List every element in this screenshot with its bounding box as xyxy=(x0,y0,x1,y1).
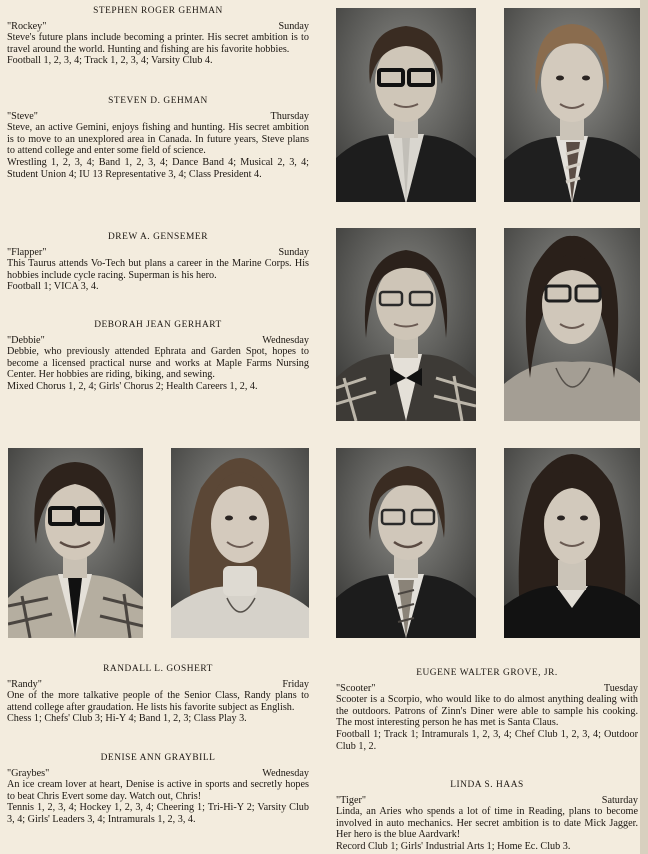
student-activities: Chess 1; Chefs' Club 3; Hi-Y 4; Band 1, 2, 3; Class Play 3. xyxy=(7,713,247,725)
portrait-photo-stephen-gehman xyxy=(336,8,476,202)
portrait-photo-deborah-gerhart xyxy=(504,228,641,421)
portrait-photo-drew-gensemer xyxy=(336,228,476,421)
nickname: "Debbie" xyxy=(7,334,45,346)
portrait-photo-linda-haas xyxy=(504,448,641,638)
senior-entry-stephen-gehman xyxy=(7,6,309,67)
birth-day: Thursday xyxy=(270,110,309,122)
student-activities: Football 1; VICA 3, 4. xyxy=(7,281,99,293)
student-bio: Scooter is a Scorpio, who would like to do almost anything dealing with the outdoors. Patrons of Zinn's Diner were able to sample his cooking. The most interesting person he has met is Santa Claus. xyxy=(336,694,638,729)
nickname: "Graybes" xyxy=(7,767,50,779)
portrait-photo-randall-goshert xyxy=(8,448,143,638)
student-activities: Football 1; Track 1; Intramurals 1, 2, 3, 4; Chef Club 1, 2, 3, 4; Outdoor Club 1, 2. xyxy=(336,728,638,752)
student-bio: Debbie, who previously attended Ephrata and Garden Spot, hopes to become a licensed practical nurse and works at Maple Farms Nursing Center. Her hobbies are riding, biking, and sewing. xyxy=(7,346,309,381)
student-activities: Tennis 1, 2, 3, 4; Hockey 1, 2, 3, 4; Cheering 1; Tri-Hi-Y 2; Varsity Club 3, 4; Girls' Leaders 3, 4; Intramurals 1, 2, 3, 4. xyxy=(7,802,309,825)
student-activities: Record Club 1; Girls' Industrial Arts 1; Home Ec. Club 3. xyxy=(336,840,571,852)
student-name: STEPHEN ROGER GEHMAN xyxy=(93,6,223,16)
birth-day: Tuesday xyxy=(603,682,638,694)
nickname: "Tiger" xyxy=(336,794,367,806)
birth-day: Sunday xyxy=(278,20,309,32)
student-activities: Mixed Chorus 1, 2, 4; Girls' Chorus 2; Health Careers 1, 2, 4. xyxy=(7,380,258,392)
page-binding-edge xyxy=(640,0,648,854)
student-bio: This Taurus attends Vo-Tech but plans a career in the Marine Corps. His hobbies include cycle racing. Superman is his hero. xyxy=(7,258,309,281)
birth-day: Wednesday xyxy=(262,767,309,779)
nickname: "Flapper" xyxy=(7,246,47,258)
senior-entry-drew-gensemer xyxy=(7,232,309,293)
student-name: STEVEN D. GEHMAN xyxy=(108,96,208,106)
portrait-photo-eugene-grove xyxy=(336,448,476,638)
student-bio: One of the more talkative people of the Senior Class, Randy plans to attend college after graudation. He lists his favorite subject as English. xyxy=(7,690,309,713)
student-name: DEBORAH JEAN GERHART xyxy=(94,320,222,330)
portrait-photo-denise-graybill xyxy=(171,448,309,638)
student-bio: Steve, an active Gemini, enjoys fishing and hunting. His secret ambition is to move to an unexplored area in Canada. In future years, Steve plans to attend college and enter some field of science. xyxy=(7,122,309,157)
nickname: "Scooter" xyxy=(336,682,376,694)
nickname: "Randy" xyxy=(7,678,42,690)
student-name: DREW A. GENSEMER xyxy=(107,232,209,242)
nickname: "Steve" xyxy=(7,110,38,122)
senior-entry-randall-goshert xyxy=(7,664,309,725)
senior-entry-deborah-gerhart xyxy=(7,320,309,393)
portrait-photo-steven-gehman xyxy=(504,8,641,202)
student-activities: Wrestling 1, 2, 3, 4; Band 1, 2, 3, 4; Dance Band 4; Musical 2, 3, 4; Student Union 4; IU 13 Representative 3, 4; Class President 4. xyxy=(7,156,309,180)
birth-day: Friday xyxy=(282,678,309,690)
student-bio: Linda, an Aries who spends a lot of time in Reading, plans to become involved in auto mechanics. Her secret ambition is to date Mick Jagger. Her hero is the blue Aardvark! xyxy=(336,806,638,841)
birth-day: Sunday xyxy=(278,246,309,258)
nickname: "Rockey" xyxy=(7,20,47,32)
senior-entry-steven-gehman xyxy=(7,96,309,180)
student-bio: An ice cream lover at heart, Denise is active in sports and secretly hopes to beat Chris Evert some day. Watch out, Chris! xyxy=(7,779,309,802)
student-activities: Football 1, 2, 3, 4; Track 1, 2, 3, 4; Varsity Club 4. xyxy=(7,55,213,67)
student-name: DENISE ANN GRAYBILL xyxy=(100,753,216,763)
senior-entry-linda-haas xyxy=(336,780,638,853)
student-name: LINDA S. HAAS xyxy=(450,780,524,790)
student-bio: Steve's future plans include becoming a printer. His secret ambition is to travel around the world. Hunting and fishing are his favorite hobbies. xyxy=(7,32,309,55)
birth-day: Wednesday xyxy=(262,334,309,346)
student-name: RANDALL L. GOSHERT xyxy=(103,664,213,674)
birth-day: Saturday xyxy=(601,794,638,806)
senior-entry-eugene-grove xyxy=(336,668,638,752)
senior-entry-denise-graybill xyxy=(7,753,309,826)
student-name: EUGENE WALTER GROVE, JR. xyxy=(416,668,558,678)
